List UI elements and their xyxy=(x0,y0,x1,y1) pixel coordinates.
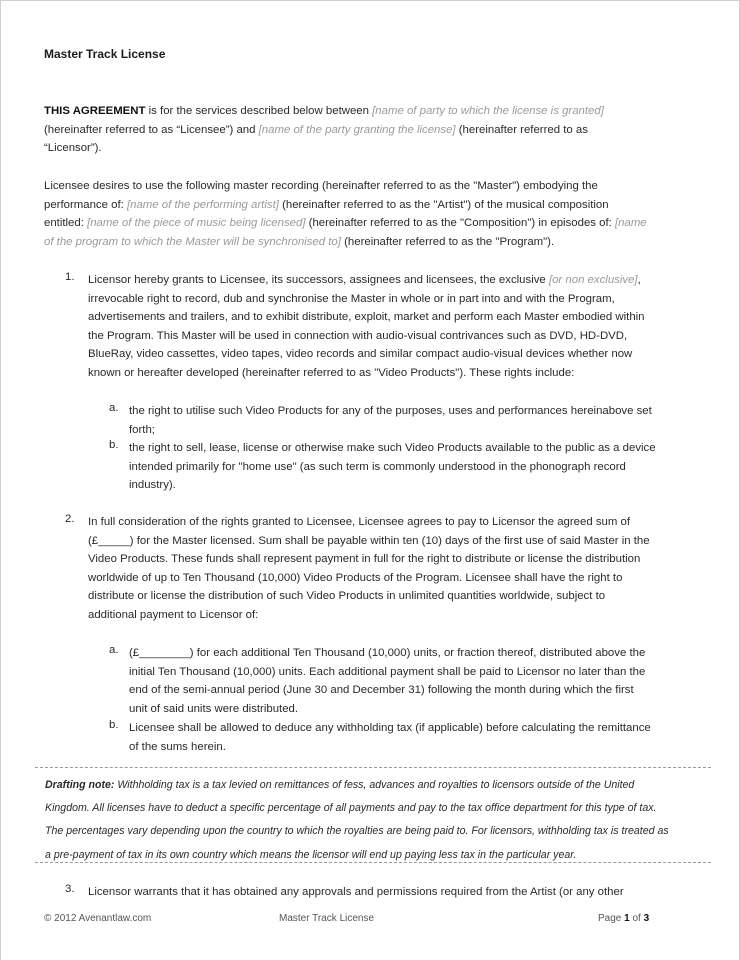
clause-2-number: 2. xyxy=(65,513,75,525)
clause-2b: Licensee shall be allowed to deduce any withholding tax (if applicable) before calculating the remittance of the sums herein. xyxy=(129,722,651,753)
agreement-lead: THIS AGREEMENT xyxy=(44,105,146,117)
document-title: Master Track License xyxy=(44,47,166,61)
clause-1-number: 1. xyxy=(65,271,75,283)
drafting-note-label: Drafting note: xyxy=(45,779,115,791)
clause-2a-label: a. xyxy=(109,644,119,656)
clause-2: In full consideration of the rights granted to Licensee, Licensee agrees to pay to Licensor the agreed sum of (£_____) for the Master licensed. Sum shall be payable within ten (10) days of the first use of said Master in the Video Products. These funds shall represent payment in full for the right to distribute or license the distribution worldwide of up to Ten Thousand (10,000) Video Products of the Program. Licensee shall have the right to distribute or license the distribution of such Video Products in unlimited quantities worldwide, subject to additional payment to Licensor of: xyxy=(88,516,650,621)
placeholder-program: [name xyxy=(614,217,647,229)
placeholder-artist: [name of the performing artist] xyxy=(126,198,279,211)
clause-1b-label: b. xyxy=(109,439,119,451)
clause-1b: the right to sell, lease, license or otherwise make such Video Products available to the public as a device intended primarily for "home use" (as such term is commonly understood in the phonograph record industry). xyxy=(129,442,656,491)
clause-1a: the right to utilise such Video Products for any of the purposes, uses and performances hereinabove set forth; xyxy=(129,405,652,436)
clause-1a-label: a. xyxy=(109,402,119,414)
recitals-paragraph: Licensee desires to use the following master recording (hereinafter referred to as the "Master") embodying the performance of: [name of the performing artist] (hereinafter referred to as the "Artist") of the musical composition entitled: [name of the piece of music being licensed] (hereinafter referred to as the "Composition") in episodes of: [name of the program to which the Master will be synchronised to] (hereinafter referred to as the "Program"). xyxy=(44,180,647,248)
placeholder-licensor: [name of the party granting the license] xyxy=(258,123,456,136)
placeholder-licensee: [name of party to which the license is granted] xyxy=(372,105,604,117)
placeholder-exclusivity: [or non exclusive] xyxy=(548,274,638,286)
clause-1: Licensor hereby grants to Licensee, its successors, assignees and licensees, the exclusive [or non exclusive], irrevocable right to record, dub and synchronise the Master in whole or in part into and with the Program, advertisements and trailers, and to exhibit distribute, exploit, market and perform each Master embodied within the Program. This Master will be used in connection with audio-visual contrivances such as DVD, HD-DVD, BlueRay, video cassettes, video tapes, video records and similar compact audio-visual devices whether now known or hereafter developed (hereinafter referred to as "Video Products"). These rights include: xyxy=(88,274,645,379)
clause-2b-label: b. xyxy=(109,719,119,731)
footer-copyright: © 2012 Avenantlaw.com xyxy=(44,913,152,924)
placeholder-composition: [name of the piece of music being licensed] xyxy=(87,217,306,229)
footer-page-number: Page 1 of 3 xyxy=(598,913,650,924)
footer-title: Master Track License xyxy=(279,913,375,924)
clause-2a: (£________) for each additional Ten Thousand (10,000) units, or fraction thereof, distributed above the initial Ten Thousand (10,000) units. Each additional payment shall be paid to Licensor no later than the end of the semi-annual period (June 30 and December 31) following the month during which the first unit of said units were distributed. xyxy=(129,647,646,715)
clause-3-number: 3. xyxy=(65,883,75,895)
drafting-note: Drafting note: Withholding tax is a tax levied on remittances of fess, advances and royalties to licensors outside of the United Kingdom. All licenses have to deduct a specific percentage of all payments and pay to the tax office department for this type of tax. The percentages vary depending upon the country to which the royalties are being paid to. For licensors, withholding tax is treated as a pre-payment of tax in its own country which means the licensor will end up paying less tax in the particular year. xyxy=(35,767,711,863)
clause-3: Licensor warrants that it has obtained any approvals and permissions required from the Artist (or any other xyxy=(88,886,624,898)
intro-paragraph: THIS AGREEMENT is for the services described below between [name of party to which the license is granted] (hereinafter referred to as “Licensee”) and [name of the party granting the license] (hereinafter referred to as “Licensor”). xyxy=(44,105,604,154)
